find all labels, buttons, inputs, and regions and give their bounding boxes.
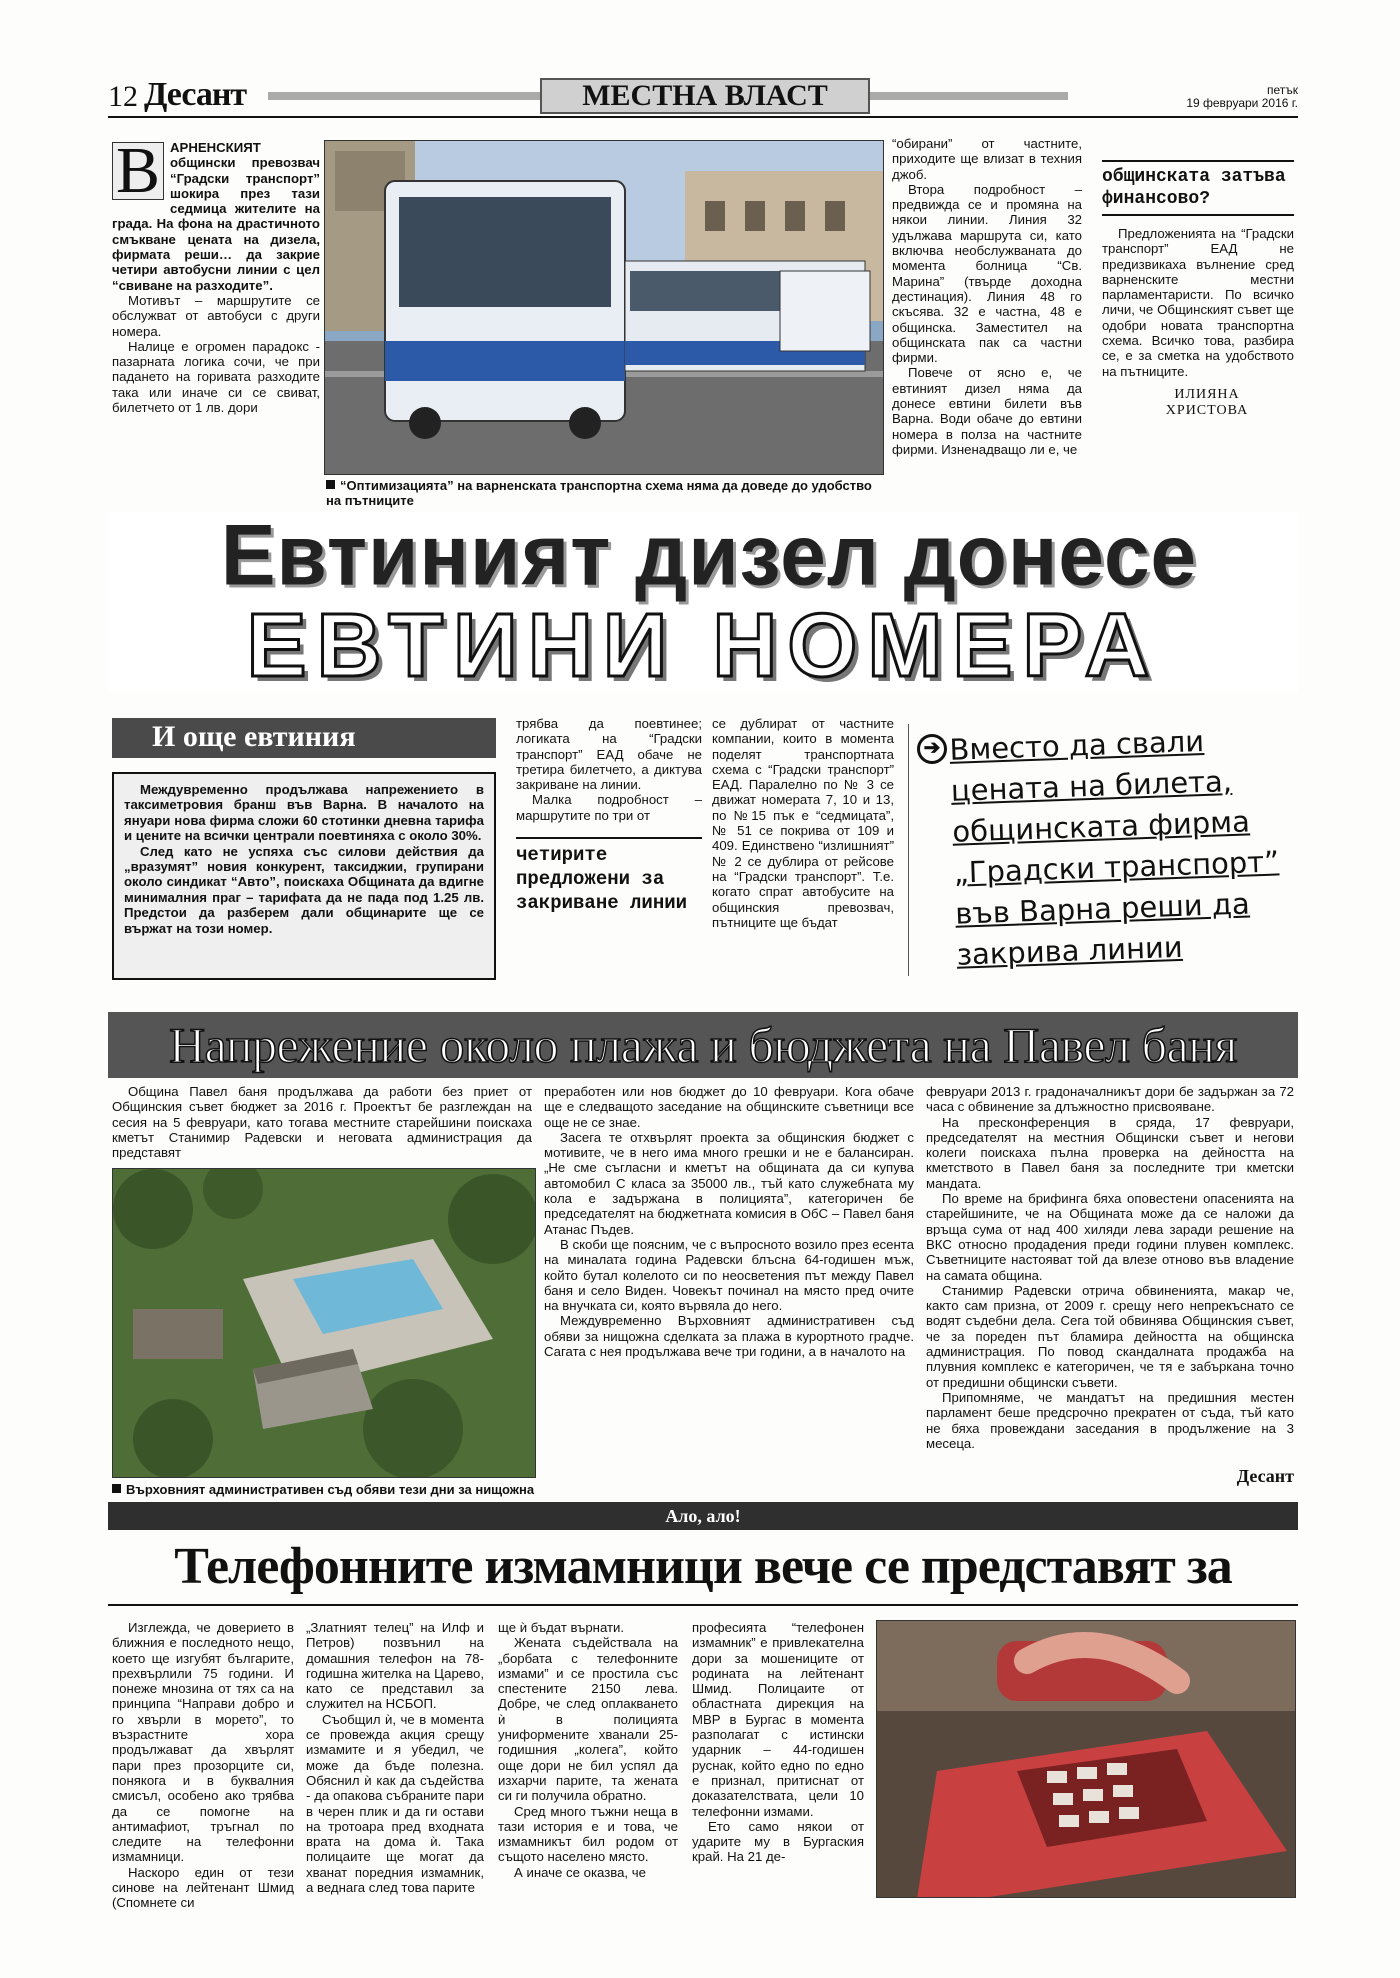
story3-paragraph: „Златният телец” на Илф и Петров) позвънил на домашния телефон на 78-годишна жителка на Царево, като се представил за служител на НСБОП.	[306, 1620, 484, 1712]
story2-paragraph: В скоби ще поясним, че с въпросното возило през есента на миналата година Радевски блъсна 64-годишен мъж, който бутал колелото си по неосветения път между Павел баня и село Виден. Човекът починал на място пред очите на внучката си, която вървяла до него.	[544, 1236, 914, 1314]
issue-date: 19 февруари 2016 г.	[1186, 96, 1298, 110]
story1-column-1	[112, 134, 320, 512]
headline-line-1: Евтиният дизел донесе	[220, 507, 1198, 604]
story3-kicker-band	[108, 1502, 1298, 1530]
caption-bullet-icon	[326, 480, 335, 489]
sidebox-title: общинската затъва финансово?	[1102, 167, 1286, 209]
story1-paragraph: Малка подробност – маршрутите по три от	[516, 792, 702, 823]
story3-paragraph: Съобщил ѝ, че в момента се провежда акция срещу измамите и я убедил, че може да бъде полезна. Обяснил ѝ как да съдейства - да опакова събраните пари в черен плик и да ги остави на тротоара пред входната врата на дома ѝ. Така полицаите ще могат да хванат поредния измамник, а веднага след това парите	[306, 1711, 484, 1896]
page-header	[108, 78, 1298, 118]
caption-text: Върховният административен съд обяви тези дни за нищожна	[126, 1482, 535, 1497]
story1-lead: АРНЕНСКИЯТ общински превозвач “Градски транспорт” шокира през тази седмица жителите на града. На фона на драстичното смъкване цената на дизела, фирмата реши… да закрие четири автобусни линии с цел “свиване на разходите”.	[112, 140, 320, 293]
paper-name: Десант	[144, 76, 247, 113]
story2-column-2	[544, 1084, 914, 1359]
story2-paragraph: Междувременно Върховният административен съд обяви за нищожна сделката за плажа в курортното градче. Сагата с нея продължава вече три години, а в началото на	[544, 1313, 914, 1360]
story1-paragraph: Мотивът – маршрутите се обслужват от автобуси с други номера.	[112, 292, 320, 339]
story3-column-3	[498, 1620, 678, 1880]
story2-paragraph: февруари 2013 г. градоначалникът дори бе задържан за 72 часа с обвинение за длъжностно присвояване.	[926, 1084, 1294, 1115]
box-title: И още евтиния	[112, 718, 496, 758]
header-rule	[108, 116, 1298, 118]
pool-photo	[112, 1168, 536, 1478]
story2-signature: Десант	[1236, 1466, 1294, 1486]
middle-text-a	[516, 716, 702, 823]
main-headline	[108, 507, 1298, 696]
story3-rule	[108, 1604, 1298, 1606]
caption-text: “Оптимизацията” на варненската транспортна схема няма да доведе до удобство на пътниците	[326, 478, 872, 508]
bus-illustration	[325, 141, 884, 475]
story2-column-3	[926, 1084, 1294, 1451]
story2-paragraph: преработен или нов бюджет до 10 февруари. Кога обаче ще е следващото заседание на общинските съветници все още не се знае.	[544, 1084, 914, 1130]
story3-paragraph: Сред много тъжни неща в тази история е и това, че измамникът бил родом от същото населено място.	[498, 1803, 678, 1865]
story1-middle-column-b	[712, 716, 894, 930]
bus-photo	[324, 140, 884, 475]
box-paragraph: Междувременно продължава напрежението в таксиметровия бранш във Варна. В началото на януари нова фирма сложи 60 стотинки дневна тарифа и цените на всички централи поевтиняха с около 30%.	[124, 782, 484, 844]
bus-photo-caption	[326, 478, 886, 508]
story3-headline: Телефонните измамници вече се представят за	[174, 1538, 1232, 1595]
story2-paragraph: Община Павел баня продължава да работи без приет от Общинския съвет бюджет за 2016 г. Проектът бе разглеждан на сесия на 5 февруари, като тогава местните старейшини поискаха кметът Станимир Радевски и неговата администрация да представят	[112, 1084, 532, 1161]
story3-paragraph: А иначе се оказва, че	[514, 1864, 646, 1880]
story1-paragraph: трябва да поевтинее; логиката на “Градски транспорт” ЕАД обаче не третира билетчето, а диктува закриване на линии.	[516, 716, 702, 793]
story1-paragraph: се дублират от частните компании, които в момента поделят транспортната схема с “Градски транспорт” ЕАД. Паралелно по № 3 се движат номерата 7, 10 и 13, по №15 пък е “седмицата”, № 51 се покрива от 109 и 409. Единствено “излишният” № 2 се дублира от рейсове на “Градски транспорт”. Т.е. когато спрат автобусите на общинския превозвач, пътниците ще бъдат	[712, 716, 894, 930]
box-body	[112, 772, 496, 980]
pool-illustration	[113, 1169, 536, 1478]
story2-paragraph: Припомняме, че мандатът на предишния местен парламент беше предсрочно прекратен от съда, тъй като не бяха провеждани заседания в продължение на 3 месеца.	[926, 1389, 1294, 1451]
section-title: МЕСТНА ВЛАСТ	[540, 78, 870, 114]
story1-paragraph: Втора подробност – предвижда се и промяна на някои линии. Линия 32 удължава маршрута си, като включва необслужваната до момента болница “Св. Марина” (твърде доходна дестинация). Линия 48 го скъсява. 32 е частна, 48 е общинска. Заместител на общинската пак са частни фирми.	[892, 181, 1082, 366]
story1-paragraph: Предложенията на “Градски транспорт” ЕАД не предизвикаха вълнение сред варненските местни парламентаристи. По всичко личи, че Общинският съвет ще одобри новата транспортна схема. Всичко това, разбира се, е за сметка на удобството на пътниците.	[1102, 226, 1294, 379]
subhead-rule	[516, 837, 702, 839]
weekday: петък	[1266, 83, 1298, 97]
story1-column-3	[892, 136, 1082, 512]
box-paragraph: След като не успяха със силови действия да „вразумят” новия конкурент, таксиджии, групирани около синдикат “Авто”, поискаха Общината да вдигне минималния праг – тарифата да не пада под 1.25 лв. Предстои да разберем дали общинарите ще се вържат на този номер.	[124, 843, 484, 936]
story2-headline-band	[108, 1012, 1298, 1078]
story3-column-2	[306, 1620, 484, 1895]
pullquote-text: Вместо да свали цената на билета, общинската фирма „Градски транспорт” във Варна реши да закрива линии	[948, 723, 1280, 972]
story3-column-4	[692, 1620, 864, 1865]
headline-line-2: ЕВТИНИ НОМЕРА	[246, 596, 1160, 696]
sidebox-rule-bottom	[1102, 214, 1294, 216]
story1-paragraph: Налице е огромен парадокс - пазарната логика сочи, че при падането на горивата разходите така или иначе си се свиват, билетчето от 1 лв. дори	[112, 338, 320, 416]
arrow-icon: ➔	[917, 734, 947, 764]
story2-paragraph: Станимир Радевски отрича обвиненията, макар че, както сам призна, от 2009 г. срещу него непрекъснато се водят съдебни дела. Сега той обвинява Общинския съвет, че за пореден път бламира дейността на общинска администрация. По повод скандалната продажба на плувния комплекс е категоричен, че тя е забъркана точно от предишни общински съвети.	[926, 1282, 1294, 1390]
sidebox-rule-top	[1102, 160, 1294, 162]
sidebox-text	[1102, 226, 1294, 379]
subhead: четирите предложени за закриване линии	[516, 844, 688, 915]
page-number: 12	[108, 80, 138, 113]
header-date	[1168, 84, 1298, 110]
story3-column-1	[112, 1620, 294, 1911]
caption-bullet-icon	[112, 1484, 121, 1493]
story1-middle-column-a	[516, 716, 702, 915]
story3-paragraph: ще ѝ бъдат върнати.	[498, 1620, 625, 1635]
story3-paragraph: Жената съдействала на „борбата с телефонните измами” и се простила със спестените 2150 лева. Добре, че след оплакването ѝ в полицията униформените хванали 25-годишния „колега”, който още дори не бил успял да изхарчи парите, та жената си ги получила обратно.	[498, 1635, 678, 1804]
telephone-photo	[876, 1620, 1296, 1898]
author-byline: ИЛИЯНА ХРИСТОВА	[1165, 386, 1249, 418]
pullquote-box	[908, 724, 1288, 976]
header-band-right	[1028, 92, 1068, 100]
story3-paragraph: професията “телефонен измамник” е привлекателна дори за мошениците от родината на лейтенант Шмид. Полицаите от областната дирекция на МВР в Бургас в момента разполагат с истински ударник – 44-годишен руснак, който едно по едно е признал, притиснат от доказателствата, цели 10 телефонни измами.	[692, 1620, 864, 1819]
story2-column-1	[112, 1084, 532, 1160]
story1-column-4	[1102, 160, 1294, 419]
story3-paragraph: Ето само някои от ударите му в Бургаския край. На 21 де-	[692, 1818, 864, 1865]
story2-paragraph: На пресконференция в сряда, 17 февруари, председателят на местния Общински съвет и негови колеги поискаха пълна проверка на дейността на кметството в Павел баня за последните три кметски мандата.	[926, 1114, 1294, 1191]
story3-paragraph: Изглежда, че доверието в ближния е последното нещо, което ще изгубят българите, прехвърлили 75 години. И понеже мнозина от тях са на принципа “Направи добро и го хвърли в морето”, то възрастните хора продължават да хвърлят пари през прозорците си, понякога и в буквалния смисъл, особено ако трябва да се помогне на антимафиот, тръгнал по следите на телефонни измамници.	[112, 1620, 294, 1865]
story1-paragraph: Повече от ясно е, че евтиният дизел няма да донесе евтини билети във Варна. Води обаче до евтини номера в полза на частните фирми. Изненадващо ли е, че	[892, 365, 1082, 457]
sidebox-taxi	[112, 718, 496, 994]
story1-paragraph: “обирани” от частните, приходите ще влизат в техния джоб.	[892, 136, 1082, 182]
story2-paragraph: Засега те отхвърлят проекта за общинския бюджет с мотивите, че в него има много грешки и не е балансиран. „Не сме съгласни и кметът на общината да си купува автомобил С класа за 35000 лв., тъй като служебната му кола е задържана в полицията”, категоричен бе председателят на бюджетната комисия в ОбС – Павел баня Атанас Пъдев.	[544, 1129, 914, 1237]
story3-paragraph: Наскоро един от тези синове на лейтенант Шмид (Спомнете си	[112, 1864, 294, 1911]
dropcap: В	[112, 142, 164, 200]
story2-headline: Напрежение около плажа и бюджета на Павел баня	[169, 1017, 1237, 1073]
telephone-illustration	[877, 1621, 1296, 1898]
story3-kicker: Ало, ало!	[665, 1506, 741, 1526]
story2-paragraph: По време на брифинга бяха оповестени опасенията на старейшините, че на Общината може да се наложи да връща сума от над 400 хиляди лева заради решение на ВКС относно продадения преди години плувен комплекс. Съветниците настояват той да влезе отново във владение на самата община.	[926, 1191, 1294, 1283]
